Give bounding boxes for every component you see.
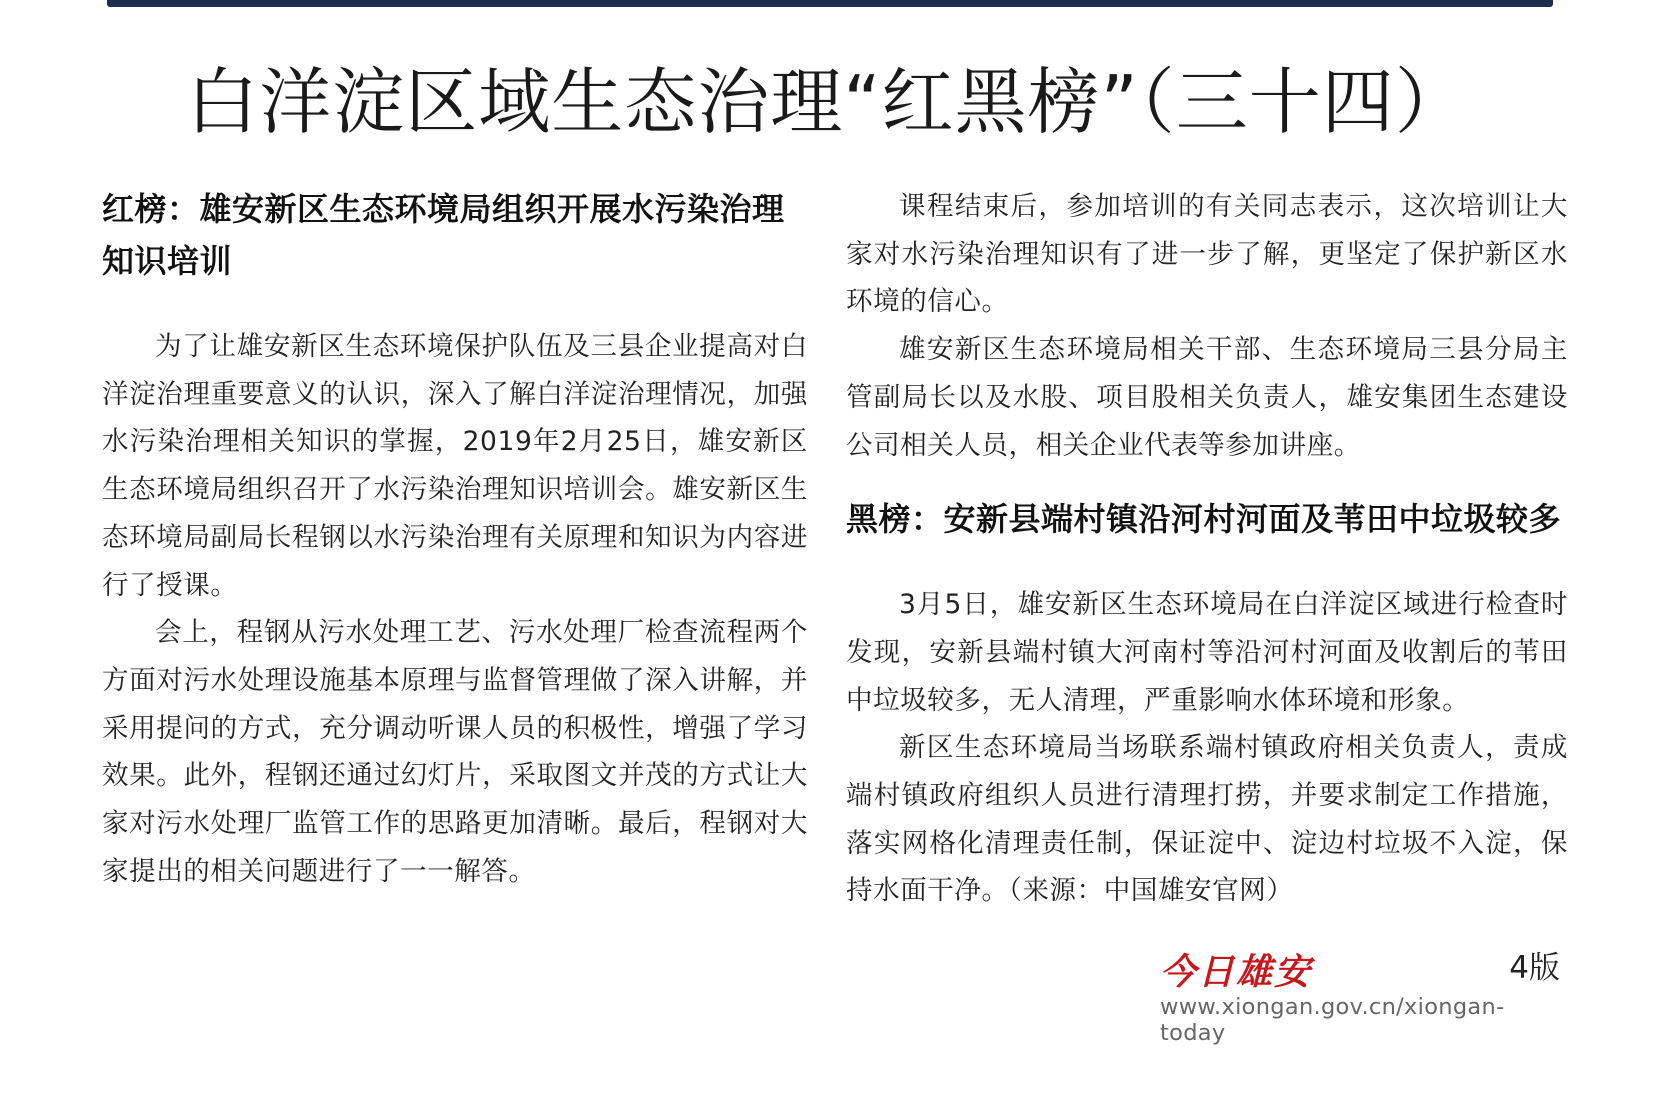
left-column (102, 183, 808, 895)
footer-masthead (1160, 940, 1560, 1060)
right-column (846, 183, 1568, 915)
paragraph: 新区生态环境局当场联系端村镇政府相关负责人，责成端村镇政府组织人员进行清理打捞，并要求制定工作措施，落实网格化清理责任制，保证淀中、淀边村垃圾不入淀，保持水面干净。（来源：中国雄安官网） (846, 732, 1568, 907)
website-url: www.xiongan.gov.cn/xiongan-today (1160, 994, 1505, 1046)
page-title: 白洋淀区域生态治理“红黑榜”（三十四） (186, 60, 1468, 144)
publication-logo: 今日雄安 (1160, 951, 1313, 993)
paragraph: 会上，程钢从污水处理工艺、污水处理厂检查流程两个方面对污水处理设施基本原理与监督管理做了深入讲解，并采用提问的方式，充分调动听课人员的积极性，增强了学习效果。此外，程钢还通过幻灯片，采取图文并茂的方式让大家对污水处理厂监管工作的思路更加清晰。最后，程钢对大家提出的相关问题进行了一一解答。 (102, 617, 808, 887)
paragraph: 为了让雄安新区生态环境保护队伍及三县企业提高对白洋淀治理重要意义的认识，深入了解白洋淀治理情况，加强水污染治理相关知识的掌握，2019年2月25日，雄安新区生态环境局组织召开了水污染治理知识培训会。雄安新区生态环境局副局长程钢以水污染治理有关原理和知识为内容进行了授课。 (102, 331, 808, 601)
paragraph: 3月5日，雄安新区生态环境局在白洋淀区域进行检查时发现，安新县端村镇大河南村等沿河村河面及收割后的苇田中垃圾较多，无人清理，严重影响水体环境和形象。 (846, 589, 1568, 716)
top-decorative-bar (107, 0, 1553, 7)
page-number: 4版 (1509, 950, 1560, 986)
black-list-title: 黑榜：安新县端村镇沿河村河面及苇田中垃圾较多 (846, 500, 1562, 539)
paragraph: 课程结束后，参加培训的有关同志表示，这次培训让大家对水污染治理知识有了进一步了解，更坚定了保护新区水环境的信心。 (846, 191, 1568, 318)
paragraph: 雄安新区生态环境局相关干部、生态环境局三县分局主管副局长以及水股、项目股相关负责人，雄安集团生态建设公司相关人员，相关企业代表等参加讲座。 (846, 334, 1568, 461)
red-list-title: 红榜：雄安新区生态环境局组织开展水污染治理知识培训 (102, 190, 785, 280)
